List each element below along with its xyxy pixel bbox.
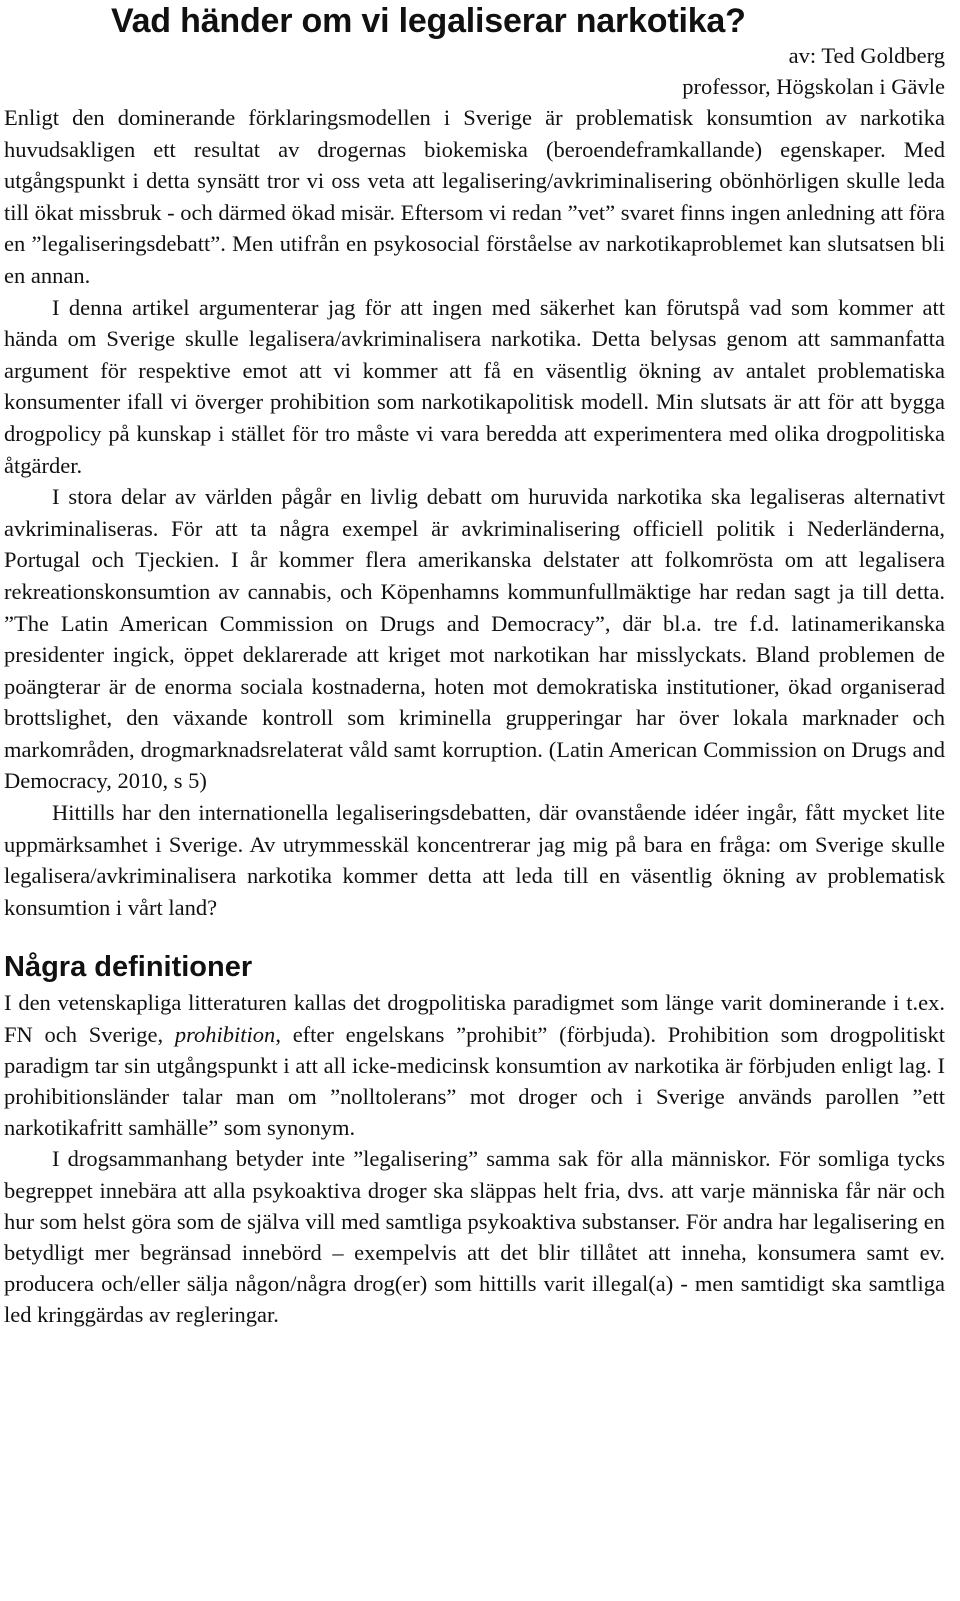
article-title: Vad händer om vi legaliserar narkotika? xyxy=(111,2,746,40)
intro-paragraph-3: I stora delar av världen pågår en livlig debatt om huruvida narkotika ska legaliseras alternativt avkriminaliseras. För att ta några exempel är avkriminalisering officiell politik i Nederländerna, Portugal och Tjeckien. I år kommer flera amerikanska delstater att folkomrösta om att legalisera rekreationskonsumtion av cannabis, och Köpenhamns kommunfullmäktige har redan sagt ja till detta. ”The Latin American Commission on Drugs and Democracy”, där bl.a. tre f.d. latinamerikanska presidenter ingick, öppet deklarerade att kriget mot narkotikan har misslyckats. Bland problemen de poängterar är de enorma sociala kostnaderna, hoten mot demokratiska institutioner, ökad organiserad brottslighet, den växande kontroll som kriminella grupperingar har över lokala marknader och markområden, drogmarknadsrelaterat våld samt korruption. (Latin American Commission on Drugs and Democracy, 2010, s 5) xyxy=(4,484,945,794)
prohibition-term: prohibition xyxy=(174,1021,276,1047)
section-paragraph-2: I drogsammanhang betyder inte ”legalisering” samma sak för alla människor. För somliga tycks begreppet innebära att alla psykoaktiva droger ska släppas helt fria, dvs. att varje människa får när och hur som helst göra som de själva vill med samtliga psykoaktiva substanser. För andra har legalisering en betydligt mer begränsad innebörd – exempelvis att det blir tillåtet att inneha, konsumera samt ev. producera och/eller sälja någon/några drog(er) som hittills varit illegal(a) - men samtidigt ska samtliga led kringgärdas av regleringar. xyxy=(4,1146,945,1328)
section-heading: Några definitioner xyxy=(4,951,253,984)
section-paragraph-1-end: , efter engelskans ”prohibit” (förbjuda). Prohibition som drogpolitiskt paradigm tar sin utgångspunkt i att all icke-medicinsk konsumtion av narkotika är förbjuden enligt lag. I prohibitionsländer talar man om ”nolltolerans” mot droger och i Sverige används parollen ”ett narkotikafritt samhälle” som synonym. xyxy=(4,1021,945,1141)
intro-paragraph-1: Enligt den dominerande förklaringsmodellen i Sverige är problematisk konsumtion av narkotika huvudsakligen ett resultat av drogernas biokemiska (beroendeframkallande) egenskaper. Med utgångspunkt i detta synsätt tror vi oss veta att legalisering/avkriminalisering obönhörligen skulle leda till ökat missbruk - och därmed ökad misär. Eftersom vi redan ”vet” svaret finns ingen anledning att föra en ”legaliseringsdebatt”. Men utifrån en psykosocial förståelse av narkotikaproblemet kan slutsatsen bli en annan. xyxy=(4,105,945,288)
author-name: av: Ted Goldberg xyxy=(788,43,945,68)
intro-paragraph-2: I denna artikel argumenterar jag för att ingen med säkerhet kan förutspå vad som kommer att hända om Sverige skulle legalisera/avkriminalisera narkotika. Detta belysas genom att sammanfatta argument för respektive emot att vi kommer att få en väsentlig ökning av antalet problematiska konsumenter ifall vi överger prohibition som narkotikapolitisk modell. Min slutsats är att för att bygga drogpolicy på kunskap i stället för tro måste vi vara beredda att experimentera med olika drogpolitiska åtgärder. xyxy=(4,294,945,478)
author-affiliation: professor, Högskolan i Gävle xyxy=(682,74,945,99)
intro-paragraph-4: Hittills har den internationella legaliseringsdebatten, där ovanstående idéer ingår, fått mycket lite uppmärksamhet i Sverige. Av utrymmesskäl koncentrerar jag mig på bara en fråga: om Sverige skulle legalisera/avkriminalisera narkotika kommer detta att leda till en väsentlig ökning av problematisk konsumtion i vårt land? xyxy=(4,800,945,920)
section-paragraph-1-start: I den vetenskapliga litteraturen kallas det drogpolitiska paradigmet som länge varit dominerande i t.ex. FN och Sverige, xyxy=(4,990,945,1047)
section-paragraph-1 xyxy=(4,987,945,1143)
